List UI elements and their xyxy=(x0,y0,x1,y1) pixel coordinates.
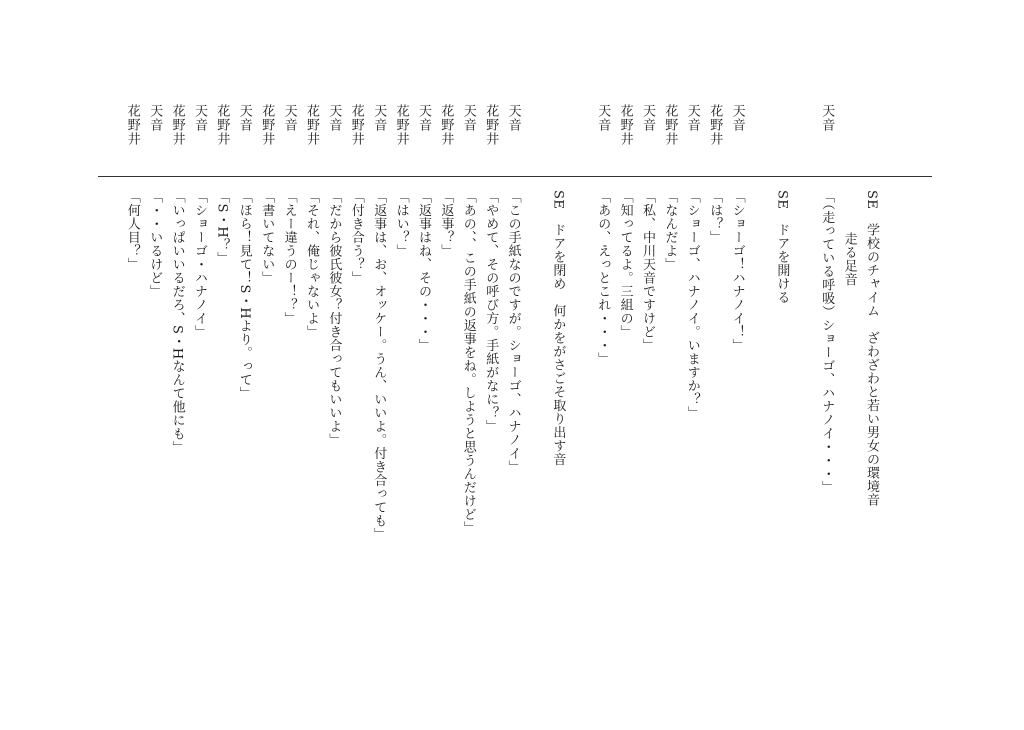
speaker-name: 花野井 xyxy=(617,104,633,146)
speaker-name: 天音 xyxy=(640,104,655,132)
script-line: 「書いてない」 xyxy=(259,190,275,285)
script-line: 「ショーゴ！ハナノイ！」 xyxy=(729,190,745,352)
speaker-name: 花野井 xyxy=(438,104,454,146)
script-line: 「知ってるよ。三組の」 xyxy=(617,190,633,339)
speaker-name: 天音 xyxy=(505,104,521,132)
speaker-name: 天音 xyxy=(595,104,611,132)
speaker-name: 花野井 xyxy=(483,104,499,146)
speaker-name: 花野井 xyxy=(662,104,678,146)
script-line: 「私、中川天音ですけど」 xyxy=(640,190,655,352)
script-line: 「ショーゴ・ハナノイ」 xyxy=(192,190,207,339)
script-line: 「えー違うのー！？」 xyxy=(281,190,297,325)
speaker-name: 天音 xyxy=(281,104,297,132)
script-line: 「ほら！見て！S・Hより。って」 xyxy=(236,190,252,401)
speaker-name: 天音 xyxy=(729,104,745,132)
script-line: 「返事はね、その・・・」 xyxy=(416,190,431,352)
speaker-name: 天音 xyxy=(371,104,387,132)
script-line: 「返事？」 xyxy=(438,190,454,258)
script-line: 「ショーゴ、ハナノイ。いますか？」 xyxy=(684,190,700,420)
script-line: SE ドアを開ける xyxy=(774,190,790,304)
speaker-name: 天音 xyxy=(147,104,163,132)
script-line: 「なんだよ」 xyxy=(662,190,678,271)
script-line: 「いっぱいいるだろ、S・Hなんて他にも」 xyxy=(169,190,185,455)
script-line: 「（走っている呼吸）ショーゴ、ハナノイ・・・」 xyxy=(819,190,835,494)
script-line: 「S・H？」 xyxy=(214,190,230,266)
script-line: 「あの、、この手紙の返事をね。しようと思うんだけど」 xyxy=(460,190,476,535)
horizontal-rule xyxy=(98,176,932,177)
speaker-name: 花野井 xyxy=(393,104,409,146)
script-line: 「・・いるけど」 xyxy=(147,190,163,298)
script-line: 「あの、えっとこれ・・・」 xyxy=(595,190,611,366)
speaker-name: 花野井 xyxy=(169,104,185,146)
script-line: 「はい？」 xyxy=(393,190,409,258)
script-line: 「それ、俺じゃないよ」 xyxy=(304,190,319,339)
speaker-name: 天音 xyxy=(192,104,207,132)
script-line: 「返事は、お、オッケー。うん、いいよ。付き合っても」 xyxy=(371,190,387,541)
script-line: SE 学校のチャイム ざわざわと若い男女の環境音 xyxy=(864,190,879,507)
script-line: 「何人目？」 xyxy=(124,190,140,271)
speaker-name: 天音 xyxy=(416,104,431,132)
speaker-name: 花野井 xyxy=(124,104,140,146)
speaker-name: 花野井 xyxy=(707,104,723,146)
script-line: 「この手紙なのですが。ショーゴ、ハナノイ」 xyxy=(505,190,521,474)
speaker-name: 花野井 xyxy=(259,104,275,146)
speaker-name: 天音 xyxy=(236,104,252,132)
script-line: 「付き合う？」 xyxy=(348,190,364,285)
speaker-name: 天音 xyxy=(326,104,342,132)
script-line: 「やめて、その呼び方。手紙がなに？」 xyxy=(483,190,499,433)
speaker-name: 天音 xyxy=(460,104,476,132)
speaker-name: 花野井 xyxy=(214,104,230,146)
script-line: SE ドアを閉め 何かをがさごそ取り出す音 xyxy=(550,190,566,466)
script-line: 走る足音 xyxy=(841,232,857,286)
script-line: 「は？」 xyxy=(707,190,723,244)
speaker-name: 天音 xyxy=(819,104,835,132)
speaker-name: 天音 xyxy=(684,104,700,132)
speaker-name: 花野井 xyxy=(304,104,319,146)
speaker-name: 花野井 xyxy=(348,104,364,146)
script-line: 「だから彼氏彼女？付き合ってもいいよ」 xyxy=(326,190,342,447)
